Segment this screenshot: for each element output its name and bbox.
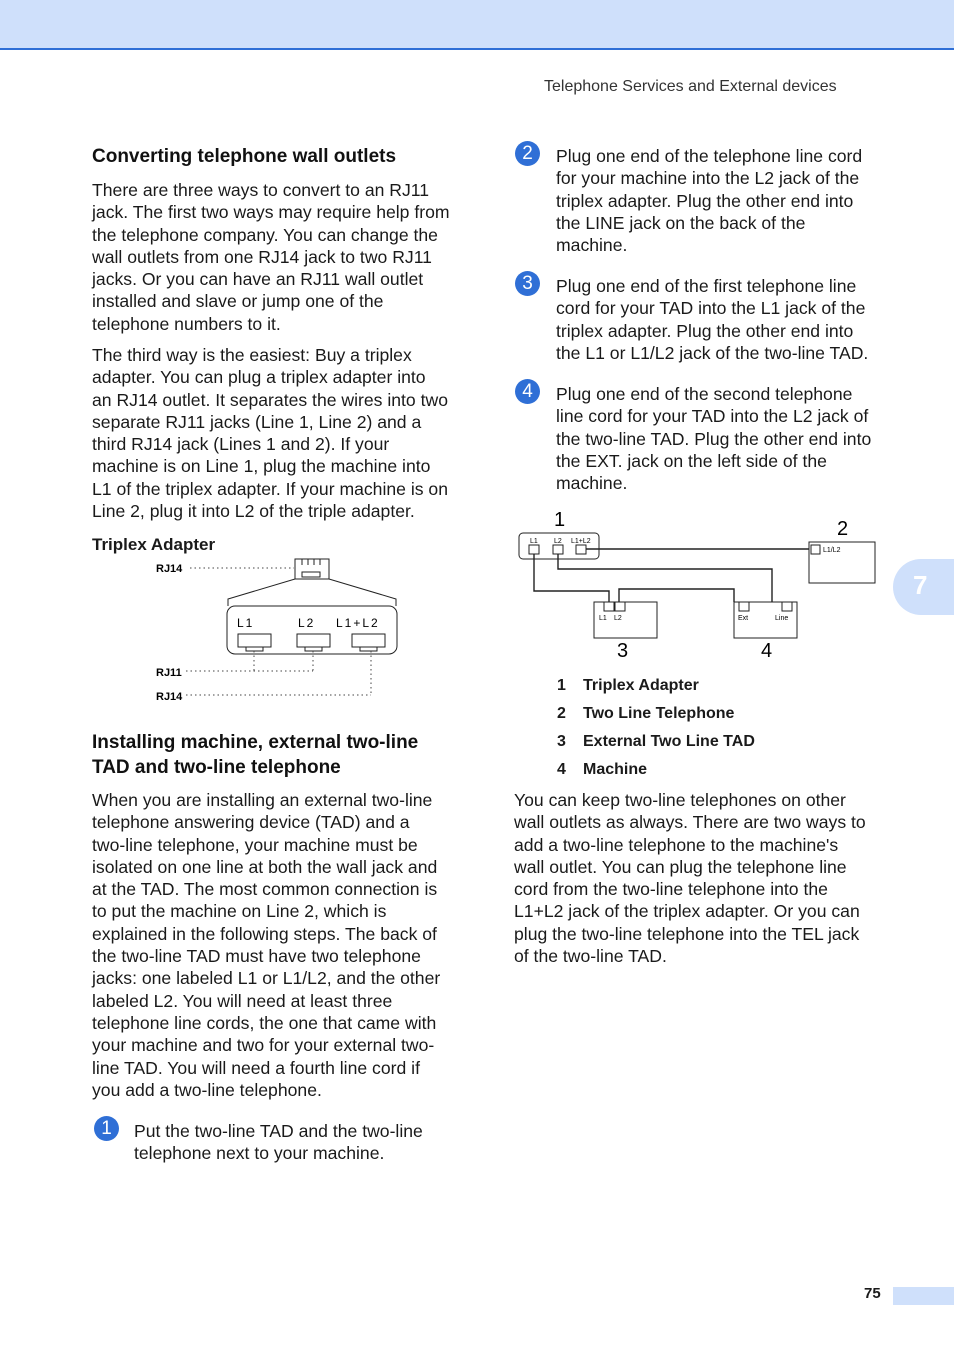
legend-item: 1 Triplex Adapter xyxy=(557,677,699,694)
callout-4: 4 xyxy=(761,640,773,662)
adapter-label-l1: L1 xyxy=(530,538,538,545)
step-3-icon: 3 xyxy=(515,271,540,296)
connection-diagram xyxy=(510,505,890,665)
jack-l1 xyxy=(238,634,271,647)
callout-1: 1 xyxy=(554,509,566,531)
step-3-text: Plug one end of the first telephone line cord for your TAD into the L1 jack of the triplex adapter. Plug the other end into the L1 or L1/L2 jack of the two-line TAD. xyxy=(556,276,869,363)
legend-item: 4 Machine xyxy=(557,761,648,778)
section2-paragraph: When you are installing an external two-line telephone answering device (TAD) and a two-line telephone, your machine must be isolated on one line at both the wall jack and at the TAD. The most common connection is to put the machine on Line 2, which is explained in the following steps. The back of the two-line TAD must have two telephone jacks: one labeled L1 or L1/L2, and the other labeled L2. You will need at least three telephone line cords, the one that came with your machine and two for your external two- line TAD. You will need a fourth line cord if you add a two-line telephone. xyxy=(92,790,441,1100)
step-4-icon: 4 xyxy=(515,379,540,404)
section-title-converting: Converting telephone wall outlets xyxy=(92,146,397,167)
section1-paragraph-2: The third way is the easiest: Buy a triplex adapter. You can plug a triplex adapter into an RJ14 outlet. It separates the wires into two separate RJ11 jacks (Line 1, Line 2) and a third RJ14 jack (Lines 1 and 2). If your machine is on Line 1, plug the machine into L1 of the triplex adapter. If your machine is on Line 2, plug it into L2 of the triple adapter. xyxy=(92,345,448,522)
tad-label-l2: L2 xyxy=(614,615,622,622)
legend-item: 3 External Two Line TAD xyxy=(557,733,755,750)
machine-label-ext: Ext xyxy=(738,615,749,622)
section1-paragraph-1: There are three ways to convert to an RJ11 jack. The first two ways may require help from the telephone company. You can change the wall outlets from one RJ14 jack to two RJ11 jacks. Or you can have an RJ11 wall outlet installed and slave or jump one of the telephone numbers to it. xyxy=(92,180,450,334)
chapter-tab xyxy=(893,559,954,615)
chapter-number: 7 xyxy=(913,570,928,600)
running-header: Telephone Services and External devices xyxy=(544,78,837,95)
jack-l1l2 xyxy=(352,634,385,647)
step-1-icon: 1 xyxy=(94,1116,119,1141)
page-number: 75 xyxy=(864,1285,881,1302)
step-2-text: Plug one end of the telephone line cord for your machine into the L2 jack of the triplex adapter. Plug the other end into the LINE jack on the back of the machine. xyxy=(556,146,863,256)
step-1-text: Put the two-line TAD and the two-line telephone next to your machine. xyxy=(134,1121,423,1164)
jack-label-l1l2: L1+L2 xyxy=(336,616,380,630)
rj14-plug xyxy=(295,559,329,579)
figure-title-triplex-adapter: Triplex Adapter xyxy=(92,535,216,554)
label-rj11: RJ11 xyxy=(156,667,182,679)
machine-label-line: Line xyxy=(775,615,789,622)
jack-label-l1: L1 xyxy=(237,616,255,630)
cord-adapter-l1-to-tad xyxy=(534,554,609,602)
jack-label-l2: L2 xyxy=(298,616,316,630)
jack-l2 xyxy=(297,634,330,647)
label-rj14-top: RJ14 xyxy=(156,563,183,575)
section-title-installing: Installing machine, external two-line TAD and two-line telephone xyxy=(92,732,419,778)
legend-item: 2 Two Line Telephone xyxy=(557,705,735,722)
closing-paragraph: You can keep two-line telephones on other wall outlets as always. There are two ways to add a two-line telephone to the machine's wall outlet. You can plug the telephone line cord from the two-line telephone into the L1+L2 jack of the triplex adapter. Or you can plug the two-line telephone into the TEL jack of the two-line TAD. xyxy=(514,790,866,967)
tad-label-l1: L1 xyxy=(599,615,607,622)
step-4-text: Plug one end of the second telephone line cord for your TAD into the L2 jack of the two-line TAD. Plug the other end into the EXT. jack on the left side of the machine. xyxy=(556,384,872,494)
cord-adapter-l2-to-machine xyxy=(558,554,772,602)
callout-3: 3 xyxy=(617,640,629,662)
callout-2: 2 xyxy=(837,518,849,540)
header-band xyxy=(0,0,954,50)
step-2-icon: 2 xyxy=(515,141,540,166)
page-tab xyxy=(893,1287,954,1305)
phone-jack-label: L1/L2 xyxy=(823,547,841,554)
cord-tad-to-machine xyxy=(619,589,734,602)
label-rj14-bottom: RJ14 xyxy=(156,691,183,703)
adapter-label-l2: L2 xyxy=(554,538,562,545)
adapter-label-l1l2: L1+L2 xyxy=(571,538,591,545)
adapter-body-top xyxy=(228,579,396,606)
triplex-adapter-figure xyxy=(150,555,410,705)
